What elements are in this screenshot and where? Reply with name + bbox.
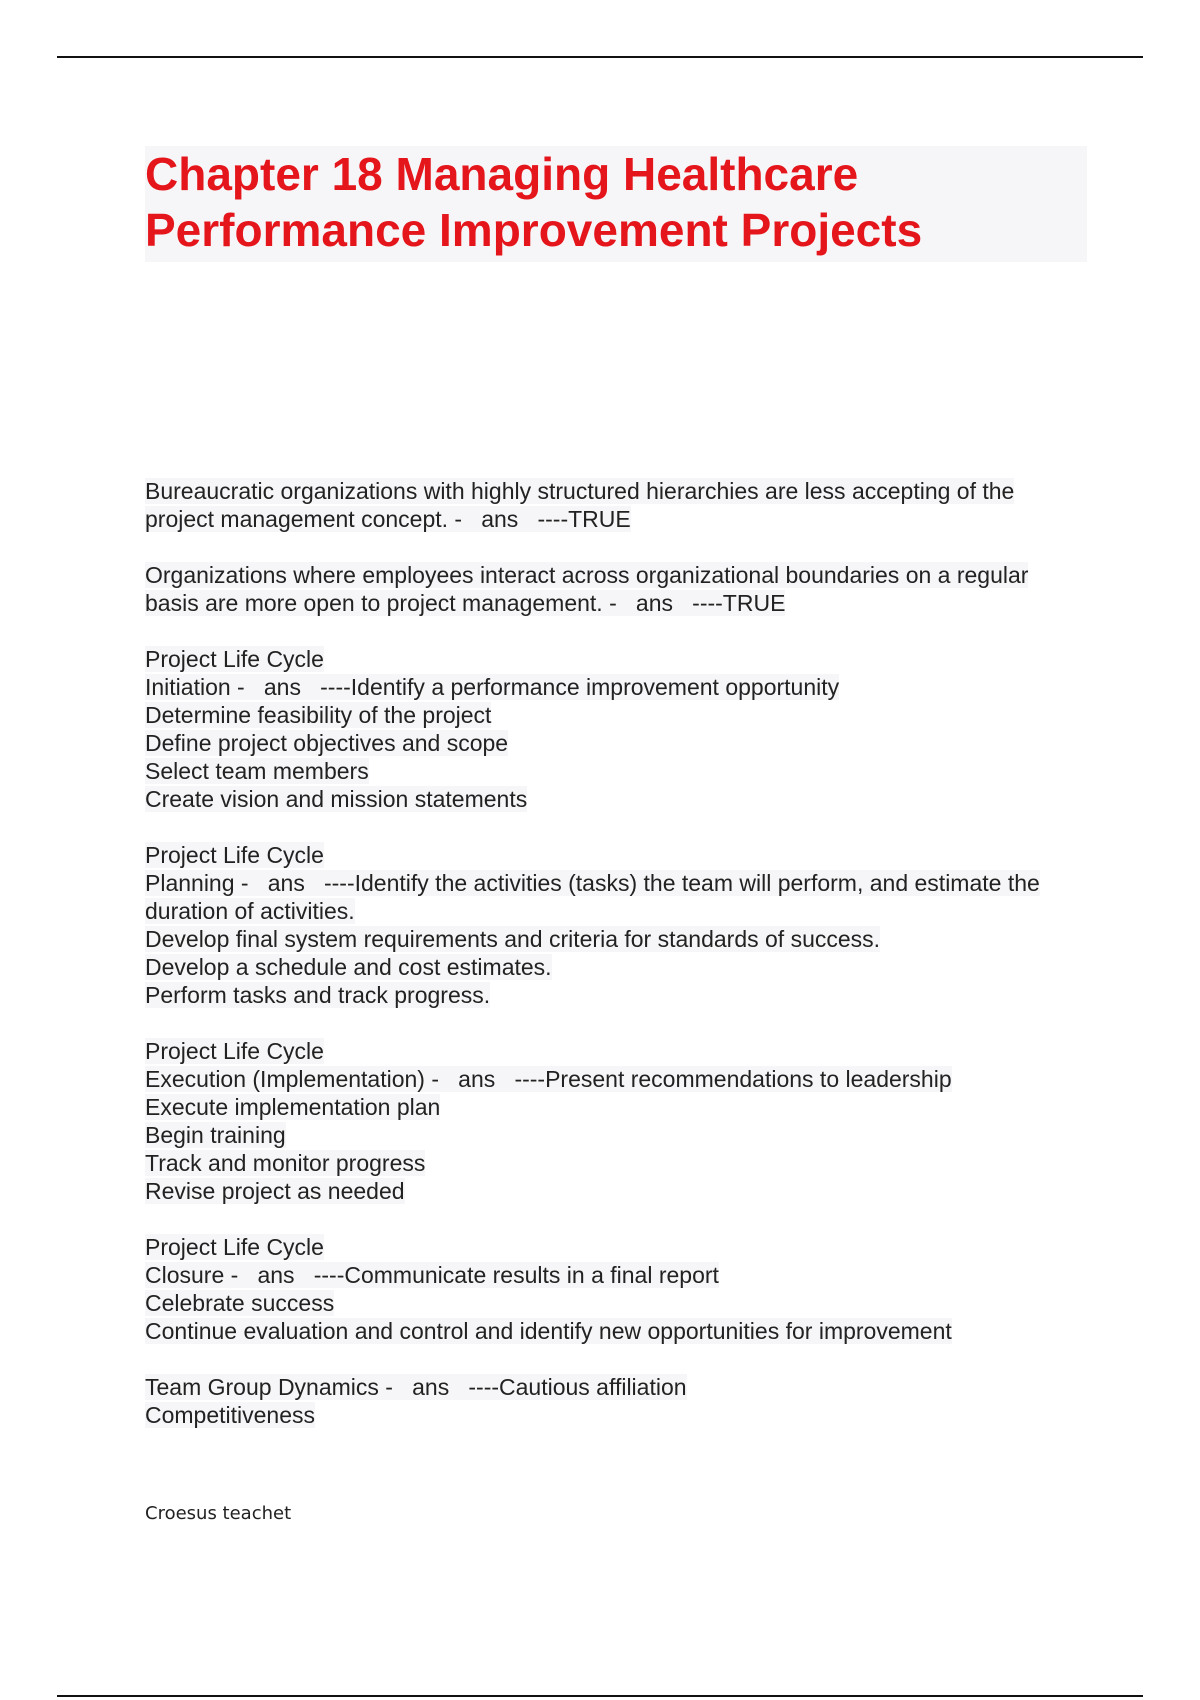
qa-block-7 [145,1373,1095,1429]
text-line: Project Life Cycle [145,1038,324,1064]
text-line: basis are more open to project management. - ans ----TRUE [145,590,786,616]
text-line: Continue evaluation and control and identify new opportunities for improvement [145,1318,952,1344]
text-line: Execution (Implementation) - ans ----Present recommendations to leadership [145,1066,952,1092]
footer-text: Croesus teachet [145,1503,292,1524]
text-line: Initiation - ans ----Identify a performance improvement opportunity [145,674,840,700]
qa-block-1 [145,477,1095,533]
text-line: Project Life Cycle [145,646,324,672]
bottom-rule [57,1695,1143,1697]
document-body [145,477,1095,1457]
text-line: Develop final system requirements and criteria for standards of success. [145,926,881,952]
qa-block-6 [145,1233,1095,1345]
title-line-1: Chapter 18 Managing Healthcare [145,148,859,200]
text-line: Determine feasibility of the project [145,702,492,728]
qa-block-3 [145,645,1095,813]
text-line: Organizations where employees interact across organizational boundaries on a regular [145,562,1029,588]
text-line: Create vision and mission statements [145,786,528,812]
title-line-2: Performance Improvement Projects [145,204,923,256]
qa-block-5 [145,1037,1095,1205]
text-line: Project Life Cycle [145,842,324,868]
text-line: Develop a schedule and cost estimates. [145,954,552,980]
text-line: Bureaucratic organizations with highly structured hierarchies are less accepting of the [145,478,1015,504]
text-line: Select team members [145,758,369,784]
text-line: Celebrate success [145,1290,335,1316]
text-line: Revise project as needed [145,1178,405,1204]
text-line: Closure - ans ----Communicate results in a final report [145,1262,719,1288]
text-line: Execute implementation plan [145,1094,441,1120]
text-line: Project Life Cycle [145,1234,324,1260]
text-line: Define project objectives and scope [145,730,509,756]
document-title [145,146,1087,262]
text-line: project management concept. - ans ----TRUE [145,506,631,532]
qa-block-4 [145,841,1095,1009]
text-line: duration of activities. [145,898,355,924]
text-line: Planning - ans ----Identify the activities (tasks) the team will perform, and estimate the [145,870,1040,896]
text-line: Competitiveness [145,1402,316,1428]
text-line: Team Group Dynamics - ans ----Cautious affiliation [145,1374,687,1400]
text-line: Perform tasks and track progress. [145,982,491,1008]
text-line: Begin training [145,1122,286,1148]
text-line: Track and monitor progress [145,1150,426,1176]
top-rule [57,56,1143,58]
qa-block-2 [145,561,1095,617]
